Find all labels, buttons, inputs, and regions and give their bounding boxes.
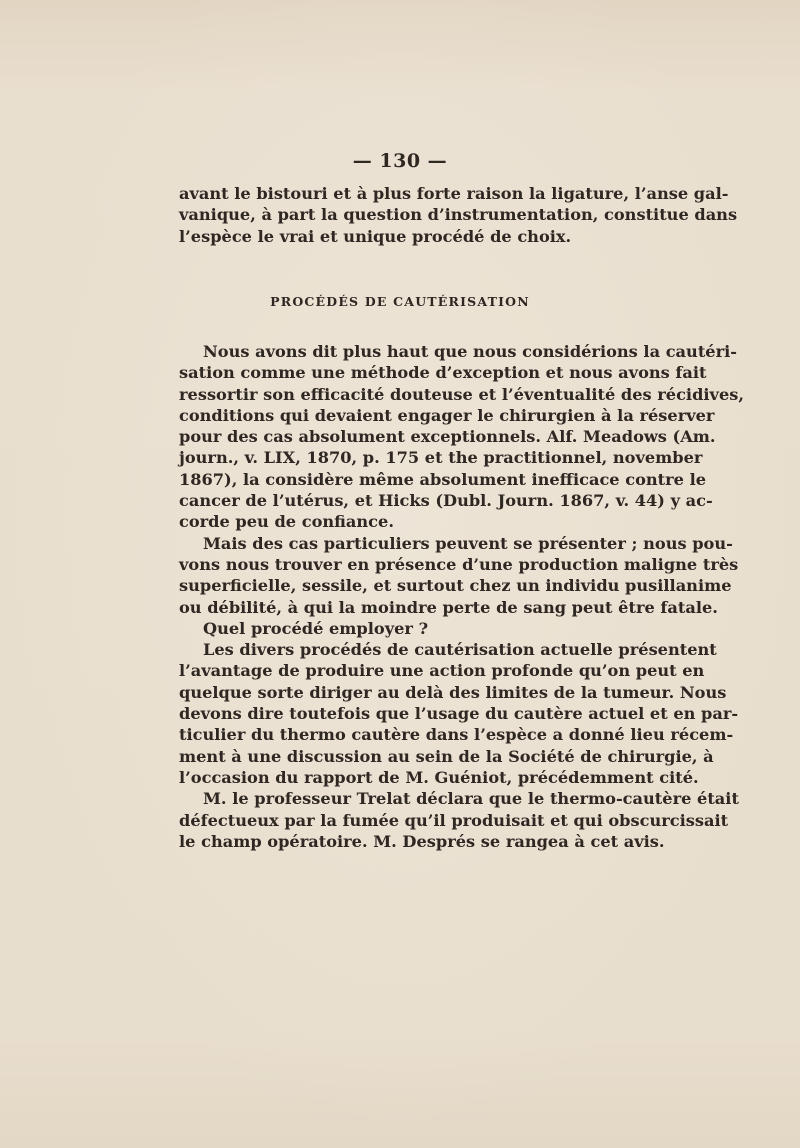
text-line: ou débilité, à qui la moindre perte de sang peut être fatale. xyxy=(179,597,718,617)
top-paragraph xyxy=(179,183,738,247)
text-line: conditions qui devaient engager le chirurgien à la réserver xyxy=(179,405,715,425)
body-text xyxy=(179,341,744,852)
text-line: Nous avons dit plus haut que nous considérions la cautéri- xyxy=(203,342,737,361)
text-line: l’occasion du rapport de M. Guéniot, précédemment cité. xyxy=(179,767,699,787)
text-line: cancer de l’utérus, et Hicks (Dubl. Journ. 1867, v. 44) y ac- xyxy=(179,491,713,511)
text-line: pour des cas absolument exceptionnels. Alf. Meadows (Am. xyxy=(179,427,716,447)
text-line: sation comme une méthode d’exception et nous avons fait xyxy=(179,363,707,383)
text-line: le champ opératoire. M. Després se rangea à cet avis. xyxy=(179,831,665,851)
text-line: ment à une discussion au sein de la Société de chirurgie, à xyxy=(179,746,714,766)
text-line: devons dire toutefois que l’usage du cautère actuel et en par- xyxy=(179,704,739,724)
text-line: l’avantage de produire une action profonde qu’on peut en xyxy=(179,661,705,681)
text-line: ticulier du thermo cautère dans l’espèce a donné lieu récem- xyxy=(179,725,734,745)
text-line: journ., v. LIX, 1870, p. 175 et the practitionnel, november xyxy=(179,448,703,468)
text-line: M. le professeur Trelat déclara que le thermo-cautère était xyxy=(203,789,739,809)
text-line: Les divers procédés de cautérisation actuelle présentent xyxy=(203,640,717,660)
text-line: superficielle, sessile, et surtout chez un individu pusillanime xyxy=(179,576,732,596)
text-line: avant le bistouri et à plus forte raison la ligature, l’anse gal- xyxy=(179,184,729,203)
text-line: vons nous trouver en présence d’une production maligne très xyxy=(179,554,739,574)
text-line: Mais des cas particuliers peuvent se présenter ; nous pou- xyxy=(203,533,733,553)
text-line: l’espèce le vrai et unique procédé de choix. xyxy=(179,226,572,246)
text-line: quelque sorte diriger au delà des limites de la tumeur. Nous xyxy=(179,682,727,702)
section-heading: PROCÉDÉS DE CAUTÉRISATION xyxy=(270,294,530,309)
text-line: 1867), la considère même absolument inefficace contre le xyxy=(179,469,707,489)
text-line: vanique, à part la question d’instrumentation, constitue dans xyxy=(179,205,738,225)
text-line: Quel procédé employer ? xyxy=(203,618,429,638)
text-line: corde peu de confiance. xyxy=(179,512,394,532)
text-line: défectueux par la fumée qu’il produisait et qui obscurcissait xyxy=(179,810,729,830)
text-line: ressortir son efficacité douteuse et l’éventualité des récidives, xyxy=(179,384,744,404)
page-number: — 130 — xyxy=(352,150,448,172)
